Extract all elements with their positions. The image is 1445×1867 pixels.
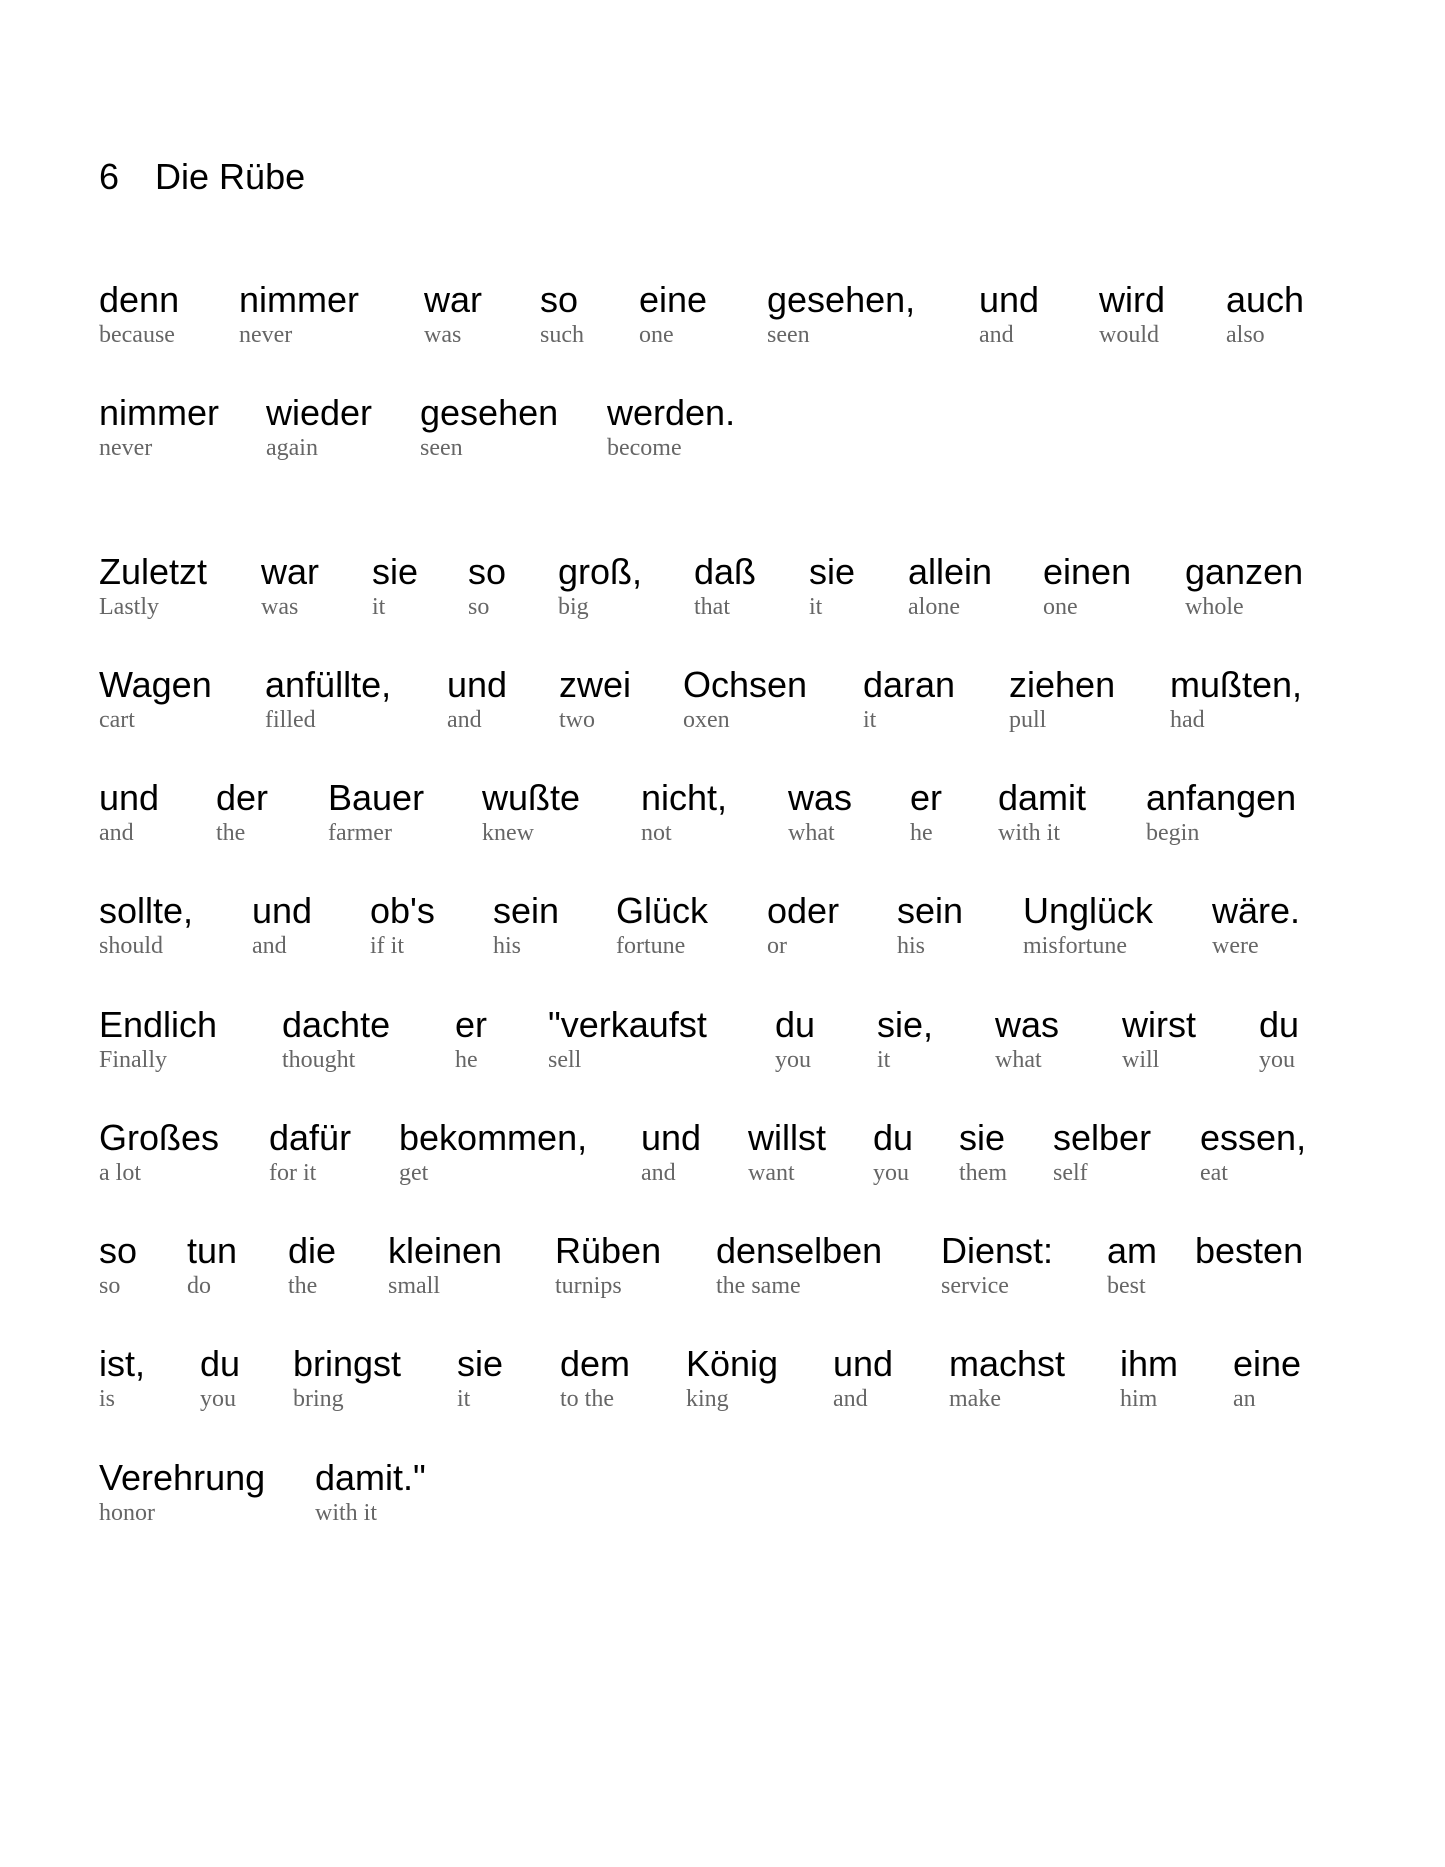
english-gloss: get [399, 1160, 429, 1186]
german-word: so [540, 279, 579, 320]
english-gloss: were [1212, 933, 1259, 959]
english-gloss: or [767, 933, 787, 959]
english-gloss: big [558, 594, 589, 620]
german-word: du [873, 1117, 914, 1158]
word-pair [187, 1231, 237, 1300]
word-pair [1233, 1344, 1301, 1413]
word-pair [265, 665, 391, 734]
german-word: Unglück [1023, 890, 1154, 931]
word-pair [216, 778, 268, 847]
english-gloss: the [288, 1273, 318, 1299]
word-pair [282, 1005, 390, 1074]
word-pair [639, 280, 707, 349]
german-word: war [424, 279, 483, 320]
german-word: nimmer [239, 279, 360, 320]
german-word: denselben [716, 1230, 883, 1271]
german-word: sie [372, 551, 419, 592]
german-word: und [833, 1343, 894, 1384]
german-word: bringst [293, 1343, 402, 1384]
german-word: am [1107, 1230, 1158, 1271]
english-gloss: would [1099, 322, 1159, 348]
word-pair [493, 891, 559, 960]
english-gloss: and [641, 1160, 676, 1186]
english-gloss: small [388, 1273, 440, 1299]
english-gloss: honor [99, 1500, 155, 1526]
german-word: machst [949, 1343, 1066, 1384]
word-pair [1226, 280, 1304, 349]
german-word: dachte [282, 1004, 391, 1045]
word-pair [788, 778, 852, 847]
german-word: und [447, 664, 508, 705]
english-gloss: oxen [683, 707, 730, 733]
word-pair [979, 280, 1039, 349]
german-word: was [995, 1004, 1060, 1045]
english-gloss: misfortune [1023, 933, 1127, 959]
german-word: werden. [607, 392, 736, 433]
german-word: eine [1233, 1343, 1302, 1384]
word-pair [558, 552, 642, 621]
german-word: Zuletzt [99, 551, 208, 592]
english-gloss: it [863, 707, 877, 733]
word-pair [99, 1458, 265, 1527]
english-gloss: Lastly [99, 594, 159, 620]
word-pair [1122, 1005, 1196, 1074]
english-gloss: knew [482, 820, 534, 846]
german-word: sollte, [99, 890, 194, 931]
word-pair [315, 1458, 426, 1527]
english-gloss: with it [998, 820, 1061, 846]
word-pair [293, 1344, 401, 1413]
german-word: oder [767, 890, 840, 931]
page-title [99, 156, 305, 198]
german-word: ihm [1120, 1343, 1179, 1384]
english-gloss: turnips [555, 1273, 622, 1299]
german-word: der [216, 777, 269, 818]
word-pair [99, 1005, 217, 1074]
german-word: Ochsen [683, 664, 808, 705]
english-gloss: he [910, 820, 933, 846]
word-pair [559, 665, 631, 734]
german-word: anfangen [1146, 777, 1297, 818]
word-pair [863, 665, 955, 734]
english-gloss: his [493, 933, 522, 959]
text-line [99, 1458, 1359, 1548]
word-pair [1185, 552, 1303, 621]
text-line [99, 1005, 1359, 1095]
german-word: damit." [315, 1457, 426, 1498]
english-gloss: will [1122, 1047, 1160, 1073]
german-word: Verehrung [99, 1457, 266, 1498]
english-gloss: one [1043, 594, 1078, 620]
german-word: so [468, 551, 507, 592]
english-gloss: you [775, 1047, 811, 1073]
english-gloss: that [694, 594, 730, 620]
word-pair [616, 891, 708, 960]
english-gloss: so [468, 594, 490, 620]
word-pair [767, 280, 915, 349]
german-word: anfüllte, [265, 664, 392, 705]
german-word: groß, [558, 551, 643, 592]
word-pair [998, 778, 1086, 847]
english-gloss: self [1053, 1160, 1088, 1186]
german-word: und [252, 890, 313, 931]
word-pair [686, 1344, 778, 1413]
word-pair [455, 1005, 487, 1074]
word-pair [99, 393, 219, 462]
text-line [99, 665, 1359, 755]
word-pair [288, 1231, 336, 1300]
word-pair [372, 552, 418, 621]
word-pair [1200, 1118, 1306, 1187]
german-word: wieder [266, 392, 373, 433]
english-gloss: it [372, 594, 386, 620]
english-gloss: filled [265, 707, 316, 733]
english-gloss: it [809, 594, 823, 620]
word-pair [269, 1118, 351, 1187]
english-gloss: one [639, 322, 674, 348]
english-gloss: and [833, 1386, 868, 1412]
word-pair [266, 393, 372, 462]
english-gloss: sell [548, 1047, 582, 1073]
word-pair [694, 552, 756, 621]
word-pair [908, 552, 992, 621]
english-gloss: fortune [616, 933, 686, 959]
word-pair [388, 1231, 502, 1300]
text-line [99, 393, 1359, 483]
english-gloss: begin [1146, 820, 1200, 846]
english-gloss: an [1233, 1386, 1256, 1412]
english-gloss: bring [293, 1386, 344, 1412]
word-pair [897, 891, 963, 960]
english-gloss: so [99, 1273, 121, 1299]
english-gloss: you [200, 1386, 236, 1412]
word-pair [540, 280, 584, 349]
word-pair [1212, 891, 1300, 960]
german-word: daran [863, 664, 956, 705]
german-word: Rüben [555, 1230, 662, 1271]
english-gloss: king [686, 1386, 729, 1412]
english-gloss: and [99, 820, 134, 846]
word-pair [99, 280, 179, 349]
german-word: Endlich [99, 1004, 218, 1045]
german-word: eine [639, 279, 708, 320]
english-gloss: thought [282, 1047, 356, 1073]
word-pair [941, 1231, 1053, 1300]
word-pair [1053, 1118, 1151, 1187]
word-pair [683, 665, 807, 734]
english-gloss: his [897, 933, 926, 959]
english-gloss: alone [908, 594, 960, 620]
german-word: auch [1226, 279, 1305, 320]
english-gloss: such [540, 322, 584, 348]
word-pair [873, 1118, 913, 1187]
word-pair [877, 1005, 933, 1074]
word-pair [1043, 552, 1131, 621]
english-gloss: best [1107, 1273, 1146, 1299]
english-gloss: should [99, 933, 164, 959]
english-gloss: seen [767, 322, 810, 348]
word-pair [261, 552, 319, 621]
word-pair [949, 1344, 1065, 1413]
german-word: Dienst: [941, 1230, 1054, 1271]
german-word: ob's [370, 890, 435, 931]
german-word: besten [1195, 1230, 1304, 1271]
word-pair [99, 778, 159, 847]
word-pair [555, 1231, 661, 1300]
english-gloss: not [641, 820, 672, 846]
chapter-number: 6 [99, 156, 120, 197]
german-word: wirst [1122, 1004, 1196, 1045]
german-word: ziehen [1009, 664, 1116, 705]
english-gloss: a lot [99, 1160, 141, 1186]
english-gloss: with it [315, 1500, 378, 1526]
english-gloss: was [261, 594, 299, 620]
english-gloss: do [187, 1273, 211, 1299]
english-gloss: farmer [328, 820, 392, 846]
word-pair [1170, 665, 1302, 734]
word-pair [99, 1231, 137, 1300]
word-pair [1107, 1231, 1157, 1300]
german-word: nimmer [99, 392, 220, 433]
word-pair [482, 778, 580, 847]
english-gloss: whole [1185, 594, 1244, 620]
german-word: Glück [616, 890, 709, 931]
german-word: was [788, 777, 853, 818]
english-gloss: Finally [99, 1047, 168, 1073]
word-pair [1009, 665, 1115, 734]
german-word: und [979, 279, 1040, 320]
word-pair [560, 1344, 630, 1413]
word-pair [1023, 891, 1153, 960]
english-gloss: pull [1009, 707, 1047, 733]
english-gloss: also [1226, 322, 1265, 348]
word-pair [641, 778, 727, 847]
german-word: König [686, 1343, 779, 1384]
german-word: tun [187, 1230, 238, 1271]
german-word: einen [1043, 551, 1132, 592]
english-gloss: if it [370, 933, 404, 959]
german-word: "verkaufst [548, 1004, 707, 1045]
german-word: er [910, 777, 943, 818]
german-word: sein [493, 890, 560, 931]
german-word: daß [694, 551, 757, 592]
german-word: ganzen [1185, 551, 1304, 592]
word-pair [607, 393, 735, 462]
word-pair [200, 1344, 240, 1413]
english-gloss: again [266, 435, 318, 461]
english-gloss: what [995, 1047, 1042, 1073]
german-word: zwei [559, 664, 632, 705]
english-gloss: them [959, 1160, 1007, 1186]
german-word: selber [1053, 1117, 1152, 1158]
english-gloss: seen [420, 435, 463, 461]
word-pair [328, 778, 424, 847]
german-word: sie, [877, 1004, 934, 1045]
word-pair [716, 1231, 882, 1300]
word-pair [1099, 280, 1165, 349]
text-line [99, 1231, 1359, 1321]
word-pair [99, 1118, 219, 1187]
word-pair [99, 665, 212, 734]
german-word: Bauer [328, 777, 425, 818]
english-gloss: what [788, 820, 835, 846]
word-pair [399, 1118, 587, 1187]
german-word: Wagen [99, 664, 212, 705]
text-line [99, 280, 1359, 370]
german-word: so [99, 1230, 138, 1271]
english-gloss: eat [1200, 1160, 1228, 1186]
english-gloss: because [99, 322, 175, 348]
english-gloss: it [457, 1386, 471, 1412]
german-word: sein [897, 890, 964, 931]
word-pair [252, 891, 312, 960]
word-pair [995, 1005, 1059, 1074]
word-pair [1259, 1005, 1299, 1074]
word-pair [239, 280, 359, 349]
german-word: wird [1099, 279, 1166, 320]
english-gloss: it [877, 1047, 891, 1073]
german-word: wußte [482, 777, 581, 818]
english-gloss: never [239, 322, 293, 348]
german-word: du [1259, 1004, 1300, 1045]
english-gloss: never [99, 435, 153, 461]
english-gloss: to the [560, 1386, 614, 1412]
english-gloss: had [1170, 707, 1205, 733]
german-word: Großes [99, 1117, 220, 1158]
word-pair [99, 1344, 145, 1413]
german-word: kleinen [388, 1230, 503, 1271]
word-pair [548, 1005, 707, 1074]
german-word: denn [99, 279, 180, 320]
german-word: war [261, 551, 320, 592]
word-pair [370, 891, 435, 960]
german-word: bekommen, [399, 1117, 588, 1158]
german-word: und [99, 777, 160, 818]
english-gloss: want [748, 1160, 795, 1186]
word-pair [833, 1344, 893, 1413]
german-word: dem [560, 1343, 631, 1384]
german-word: du [775, 1004, 816, 1045]
german-word: er [455, 1004, 488, 1045]
english-gloss: become [607, 435, 682, 461]
word-pair [99, 891, 193, 960]
german-word: du [200, 1343, 241, 1384]
german-word: nicht, [641, 777, 728, 818]
english-gloss: the [216, 820, 246, 846]
english-gloss: you [1259, 1047, 1295, 1073]
text-line [99, 891, 1359, 981]
german-word: gesehen [420, 392, 559, 433]
word-pair [775, 1005, 815, 1074]
english-gloss: and [979, 322, 1014, 348]
word-pair [420, 393, 558, 462]
english-gloss: two [559, 707, 595, 733]
text-line [99, 552, 1359, 642]
word-pair [748, 1118, 826, 1187]
word-pair [767, 891, 839, 960]
word-pair [959, 1118, 1007, 1187]
word-pair [457, 1344, 503, 1413]
english-gloss: service [941, 1273, 1009, 1299]
word-pair [424, 280, 482, 349]
german-word: wäre. [1212, 890, 1301, 931]
word-pair [641, 1118, 701, 1187]
german-word: ist, [99, 1343, 146, 1384]
text-line [99, 1118, 1359, 1208]
german-word: sie [457, 1343, 504, 1384]
word-pair [910, 778, 942, 847]
english-gloss: him [1120, 1386, 1158, 1412]
german-word: und [641, 1117, 702, 1158]
word-pair [809, 552, 855, 621]
word-pair [99, 552, 207, 621]
chapter-title: Die Rübe [155, 156, 306, 197]
german-word: gesehen, [767, 279, 916, 320]
english-gloss: and [252, 933, 287, 959]
word-pair [447, 665, 507, 734]
english-gloss: he [455, 1047, 478, 1073]
german-word: sie [809, 551, 856, 592]
english-gloss: for it [269, 1160, 317, 1186]
german-word: essen, [1200, 1117, 1307, 1158]
german-word: willst [748, 1117, 826, 1158]
english-gloss: is [99, 1386, 116, 1412]
german-word: dafür [269, 1117, 352, 1158]
text-line [99, 1344, 1359, 1434]
english-gloss: you [873, 1160, 909, 1186]
german-word: die [288, 1230, 337, 1271]
english-gloss: make [949, 1386, 1001, 1412]
word-pair [1195, 1231, 1303, 1272]
word-pair [1120, 1344, 1178, 1413]
german-word: damit [998, 777, 1087, 818]
german-word: mußten, [1170, 664, 1303, 705]
word-pair [1146, 778, 1296, 847]
word-pair [468, 552, 506, 621]
german-word: sie [959, 1117, 1006, 1158]
english-gloss: and [447, 707, 482, 733]
english-gloss: the same [716, 1273, 801, 1299]
german-word: allein [908, 551, 993, 592]
english-gloss: cart [99, 707, 135, 733]
english-gloss: was [424, 322, 462, 348]
text-line [99, 778, 1359, 868]
